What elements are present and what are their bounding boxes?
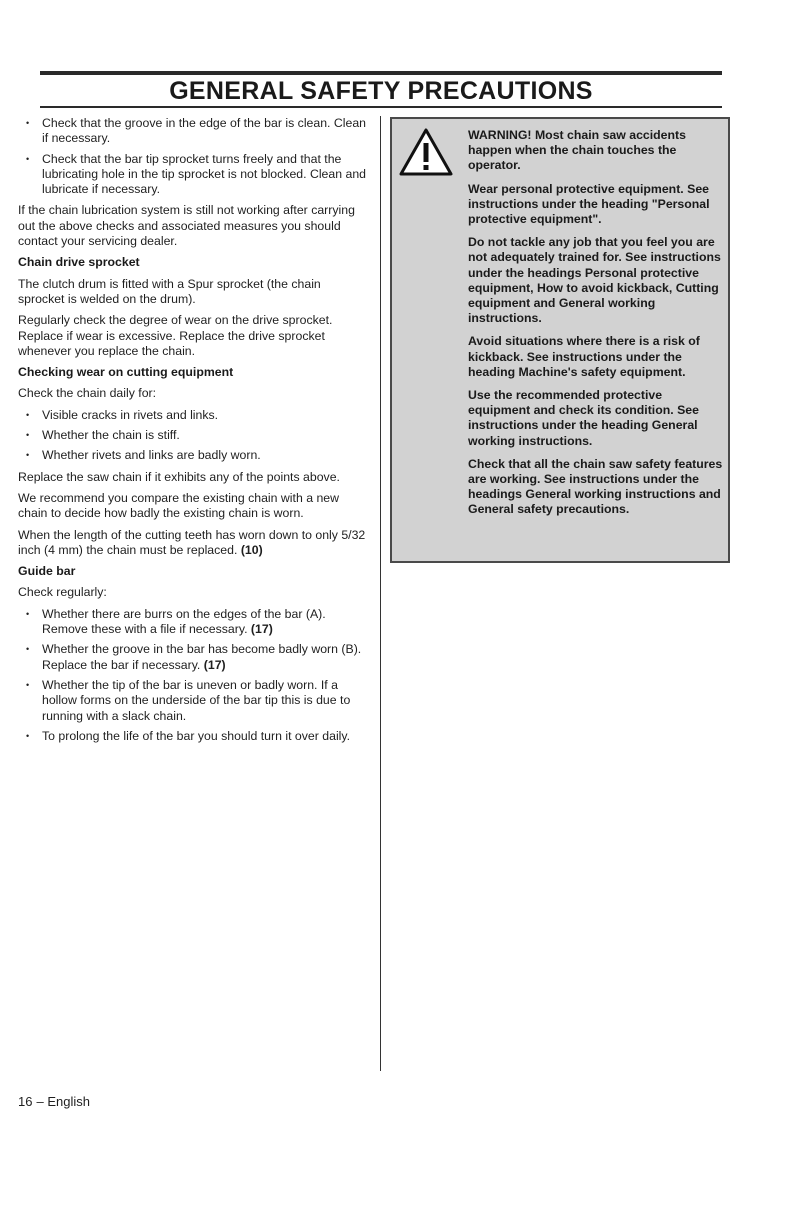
list-item: • To prolong the life of the bar you should turn it over daily.	[18, 729, 368, 744]
section-heading-wear: Checking wear on cutting equipment	[18, 365, 234, 380]
warning-text	[468, 128, 726, 526]
wear-paragraph-3	[18, 528, 368, 559]
column-divider	[380, 116, 381, 1071]
wear-paragraph-3-text: When the length of the cutting teeth has worn down to only 5/32 inch (4 mm) the chain must be replaced.	[18, 527, 366, 557]
warning-paragraph: Wear personal protective equipment. See instructions under the heading "Personal protective equipment".	[468, 181, 710, 227]
drive-sprocket-paragraph-2: Regularly check the degree of wear on the drive sprocket. Replace if wear is excessive. Replace the drive sprocket whenever you replace the chain.	[18, 313, 333, 358]
wear-paragraph-1: Replace the saw chain if it exhibits any of the points above.	[18, 469, 340, 484]
list-item: • Visible cracks in rivets and links.	[18, 408, 368, 423]
footer-separator: –	[36, 1094, 44, 1109]
warning-paragraph: Use the recommended protective equipment and check its condition. See instructions under the heading General working instructions.	[468, 388, 699, 448]
list-item	[18, 642, 368, 673]
figure-ref: (17)	[250, 622, 273, 637]
footer-language: English	[47, 1094, 90, 1109]
section-heading-drive-sprocket: Chain drive sprocket	[18, 255, 140, 270]
list-item-text: Whether there are burrs on the edges of the bar (A). Remove these with a file if necessary.	[42, 606, 326, 637]
warning-triangle-icon	[398, 127, 454, 177]
list-item: • Whether rivets and links are badly worn.	[18, 448, 368, 463]
section-heading-guide-bar: Guide bar	[18, 564, 76, 579]
page-number: 16	[18, 1094, 33, 1109]
lubrication-paragraph: If the chain lubrication system is still not working after carrying out the above checks and associated measures you should contact your servicing dealer.	[18, 203, 355, 249]
list-item: • Check that the groove in the edge of the bar is clean. Clean if necessary.	[18, 116, 368, 147]
list-item-text: Whether the groove in the bar has become badly worn (B). Replace the bar if necessary.	[42, 642, 362, 672]
page-footer	[18, 1094, 90, 1109]
warning-box	[390, 117, 730, 563]
left-column	[18, 116, 368, 750]
list-item: • Whether the chain is stiff.	[18, 428, 368, 443]
list-item: • Check that the bar tip sprocket turns freely and that the lubricating hole in the tip sprocket is not blocked. Clean and lubricate if necessary.	[18, 152, 368, 198]
page-title: GENERAL SAFETY PRECAUTIONS	[169, 77, 593, 105]
guide-bar-intro: Check regularly:	[18, 585, 107, 600]
wear-paragraph-2: We recommend you compare the existing chain with a new chain to decide how badly the existing chain is worn.	[18, 490, 340, 521]
warning-paragraph: Do not tackle any job that you feel you are not adequately trained for. See instructions under the headings Personal protective equipment, How to avoid kickback, Cutting equipment and General working instructions.	[468, 235, 721, 326]
drive-sprocket-paragraph-1: The clutch drum is fitted with a Spur sprocket (the chain sprocket is welded on the drum).	[18, 276, 321, 306]
guide-bar-bullet-list	[18, 607, 368, 744]
warning-paragraph: WARNING! Most chain saw accidents happen when the chain touches the operator.	[468, 128, 686, 173]
list-item	[18, 607, 368, 638]
header-rule-top	[40, 71, 722, 75]
warning-paragraph: Check that all the chain saw safety features are working. See instructions under the headings General working instructions and General safety precautions.	[468, 456, 723, 517]
wear-intro: Check the chain daily for:	[18, 386, 157, 401]
figure-ref: (10)	[240, 542, 263, 557]
figure-ref: (17)	[203, 657, 226, 672]
list-item: • Whether the tip of the bar is uneven or badly worn. If a hollow forms on the underside of the bar tip this is due to running with a slack chain.	[18, 678, 368, 724]
intro-bullet-list	[18, 116, 368, 197]
wear-bullet-list	[18, 408, 368, 464]
header-rule-bottom	[40, 106, 722, 108]
warning-paragraph: Avoid situations where there is a risk of kickback. See instructions under the heading Machine's safety equipment.	[468, 334, 700, 379]
